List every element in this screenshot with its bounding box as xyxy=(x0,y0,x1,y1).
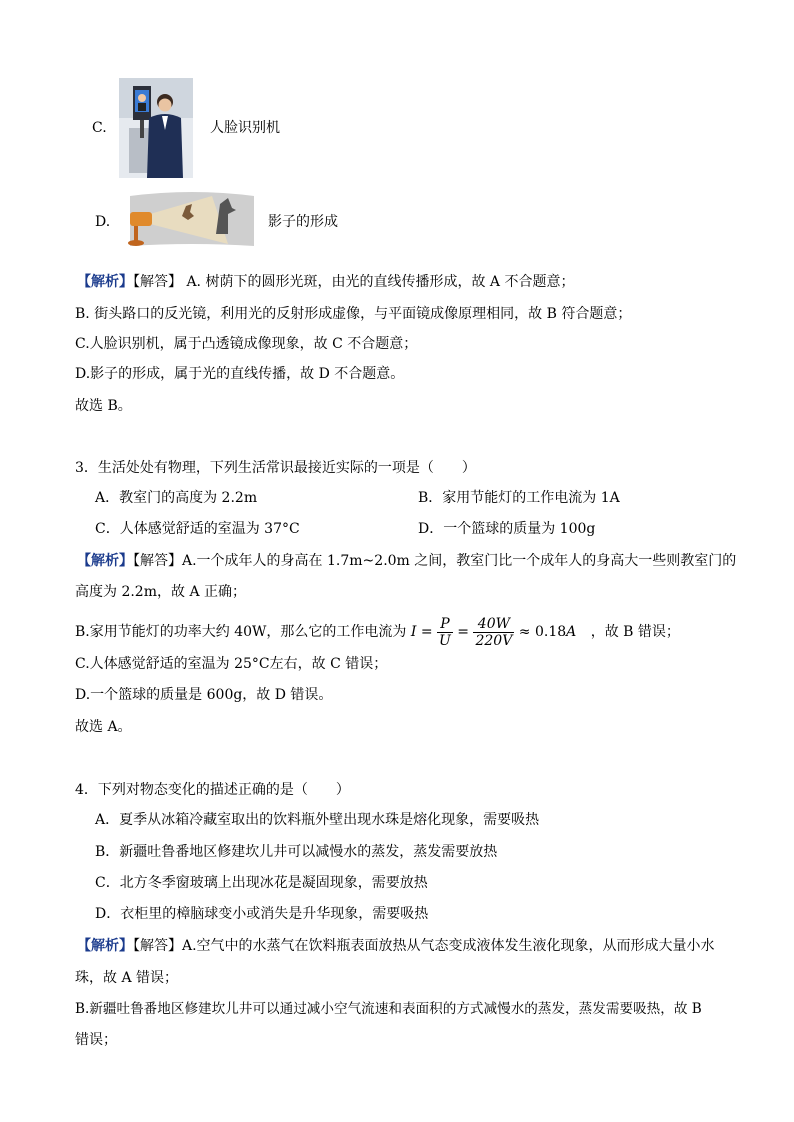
formula-eq-2: = xyxy=(452,624,474,640)
q3-analysis-line-4: C.人体感觉舒适的室温为 25°C左右，故 C 错误； xyxy=(75,656,388,672)
q4-stem: 4．下列对物态变化的描述正确的是（ ） xyxy=(75,782,350,798)
current-formula xyxy=(411,614,576,650)
q2-analysis-text-1: A. 树荫下的圆形光斑，由光的直线传播形成，故 A 不合题意； xyxy=(182,274,575,290)
answer-tag: 【解答】 xyxy=(133,553,182,569)
q4-analysis-line-1 xyxy=(77,936,715,956)
q4-analysis-line-3: B.新疆吐鲁番地区修建坎儿井可以通过减小空气流速和表面积的方式减慢水的蒸发，蒸发需要吸热，故 B xyxy=(75,1001,702,1017)
q4-analysis-line-4: 错误； xyxy=(75,1032,117,1048)
q3-option-d: D．一个篮球的质量为 100g xyxy=(418,521,596,537)
shadow-formation-image xyxy=(124,190,260,248)
q3-analysis-text-3-post: ，故 B 错误； xyxy=(590,624,680,640)
q3-option-c: C．人体感觉舒适的室温为 37°C xyxy=(95,521,300,537)
q2-analysis-line-2: B. 街头路口的反光镜，利用光的反射形成虚像，与平面镜成像原理相同，故 B 符合题意； xyxy=(75,306,632,322)
q3-analysis-text-3: B.家用节能灯的功率大约 40W，那么它的工作电流为 xyxy=(75,624,407,640)
q3-stem: 3．生活处处有物理，下列生活常识最接近实际的一项是（ ） xyxy=(75,460,476,476)
q2-analysis-line-1 xyxy=(77,272,574,292)
q4-option-a: A．夏季从冰箱冷藏室取出的饮料瓶外壁出现水珠是熔化现象，需要吸热 xyxy=(95,812,540,828)
q2-analysis-line-4: D.影子的形成，属于光的直线传播，故 D 不合题意。 xyxy=(75,366,405,382)
formula-p: P xyxy=(437,616,453,633)
q3-analysis-text-1: A.一个成年人的身高在 1.7m~2.0m 之间，教室门比一个成年人的身高大一些则教室门的 xyxy=(182,553,737,569)
formula-u: U xyxy=(439,632,451,649)
formula-num: 40W xyxy=(473,616,514,633)
analysis-tag: 【解析】 xyxy=(77,938,133,954)
q3-analysis-line-2: 高度为 2.2m，故 A 正确； xyxy=(75,584,247,600)
q2-conclusion: 故选 B。 xyxy=(75,398,132,414)
formula-i: I xyxy=(410,624,417,640)
formula-approx: ≈ 0.18 xyxy=(514,624,567,640)
answer-tag: 【解答】 xyxy=(133,938,182,954)
q3-analysis-line-3 xyxy=(75,614,680,650)
q4-analysis-text-1: A.空气中的水蒸气在饮料瓶表面放热从气态变成液体发生液化现象，从而形成大量小水 xyxy=(182,938,715,954)
formula-unit: A xyxy=(566,624,577,640)
q4-analysis-line-2: 珠，故 A 错误； xyxy=(75,970,179,986)
q4-option-d: D．衣柜里的樟脑球变小或消失是升华现象，需要吸热 xyxy=(95,906,429,922)
q2-analysis-line-3: C.人脸识别机，属于凸透镜成像现象，故 C 不合题意； xyxy=(75,336,418,352)
formula-fraction-pu xyxy=(437,616,453,649)
option-d-letter: D. xyxy=(95,214,111,230)
q3-analysis-line-1 xyxy=(77,551,736,571)
q4-option-b: B．新疆吐鲁番地区修建坎儿井可以减慢水的蒸发，蒸发需要放热 xyxy=(95,844,498,860)
formula-fraction-values xyxy=(473,616,514,649)
q3-option-b: B．家用节能灯的工作电流为 1A xyxy=(418,490,620,506)
formula-den: 220V xyxy=(475,632,513,649)
analysis-tag: 【解析】 xyxy=(77,274,133,290)
formula-eq: = xyxy=(416,624,438,640)
q3-conclusion: 故选 A。 xyxy=(75,719,132,735)
option-d-label: 影子的形成 xyxy=(268,214,338,230)
analysis-tag: 【解析】 xyxy=(77,553,133,569)
q3-option-a: A．教室门的高度为 2.2m xyxy=(95,490,258,506)
q3-analysis-line-5: D.一个篮球的质量是 600g，故 D 错误。 xyxy=(75,687,333,703)
face-recognition-image xyxy=(119,78,193,178)
option-c-letter: C. xyxy=(92,120,107,136)
q4-option-c: C．北方冬季窗玻璃上出现冰花是凝固现象，需要放热 xyxy=(95,875,428,891)
answer-tag: 【解答】 xyxy=(133,274,182,290)
option-c-label: 人脸识别机 xyxy=(210,120,280,136)
